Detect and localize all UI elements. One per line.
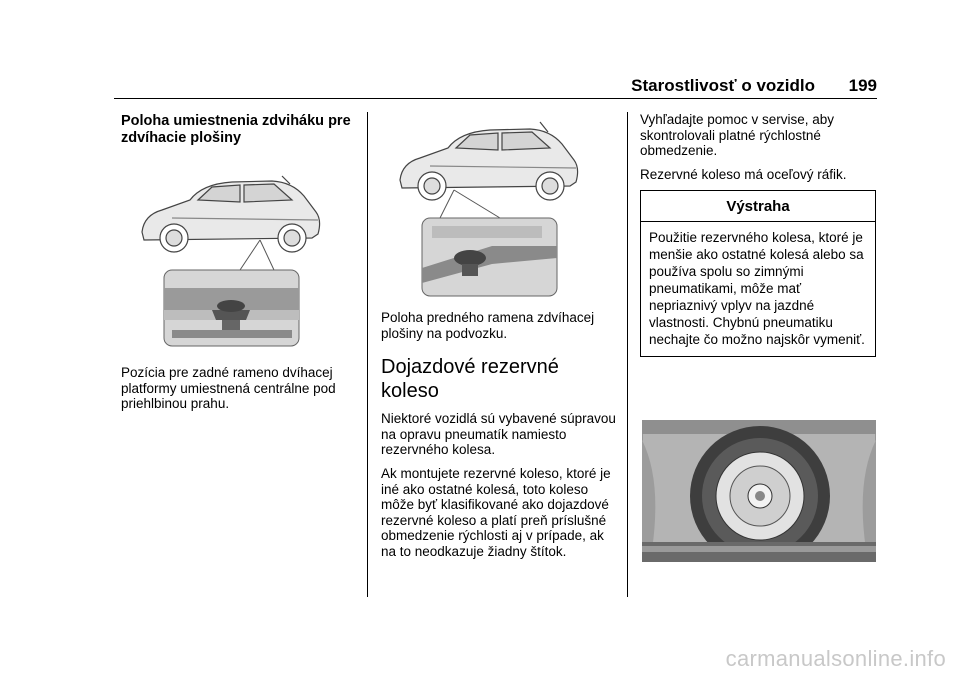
speed-limit-paragraph: Vyhľadajte pomoc v servise, aby skontrolovali platné rýchlostné obmedzenie. (640, 112, 835, 159)
left-caption-block (121, 365, 359, 420)
car-side-view-left (142, 176, 320, 252)
header-rule (114, 98, 877, 99)
steel-rim-paragraph: Rezervné koleso má oceľový ráfik. (640, 166, 847, 182)
spare-wheel-paragraph-1: Niektoré vozidlá sú vybavené súpravou na opravu pneumatík namiesto rezervného kolesa. (381, 411, 616, 458)
car-side-view-middle (400, 122, 578, 200)
warning-title: Výstraha (641, 191, 875, 222)
spare-wheel-heading: Dojazdové rezervné koleso (381, 356, 559, 403)
watermark: carmanualsonline.info (725, 646, 946, 671)
rear-lift-point-illustration (132, 170, 334, 350)
front-lift-point-illustration (392, 118, 587, 298)
right-column (640, 112, 876, 357)
rear-lift-caption: Pozícia pre zadné rameno dvíhacej platformy umiestnená centrálne pod priehlbinou prahu. (121, 365, 336, 412)
left-column (121, 113, 359, 147)
front-lift-caption: Poloha predného ramena zdvíhacej plošiny na podvozku. (381, 310, 595, 341)
chapter-title: Starostlivosť o vozidlo (631, 76, 815, 95)
warning-text: Použitie rezervného kolesa, ktoré je menšie ako ostatné kolesá alebo sa používa spolu so zimnými pneumatikami, môže mať nepriaznivý vplyv na jazdné vlastnosti. Chybnú pneumatiku nechajte čo možno najskôr vymeniť. (649, 229, 865, 347)
jack-position-heading: Poloha umiestnenia zdviháku pre zdvíhacie plošiny (121, 113, 351, 146)
rear-lift-detail-view (164, 270, 299, 346)
column-divider-2 (627, 112, 628, 597)
page-number: 199 (848, 76, 877, 95)
page-header (114, 76, 877, 100)
spare-wheel-paragraph-2: Ak montujete rezervné koleso, ktoré je iné ako ostatné kolesá, toto koleso môže byť klasifikované ako dojazdové rezervné koleso a platí preň príslušné obmedzenie rýchlosti aj v prípade, ak na to neodkazuje žiadny štítok. (381, 465, 611, 559)
front-lift-detail-view (422, 218, 557, 296)
middle-column (381, 310, 617, 568)
warning-box (640, 190, 876, 357)
spare-wheel-illustration (642, 420, 876, 562)
spare-tire (690, 426, 830, 562)
column-divider-1 (367, 112, 368, 597)
